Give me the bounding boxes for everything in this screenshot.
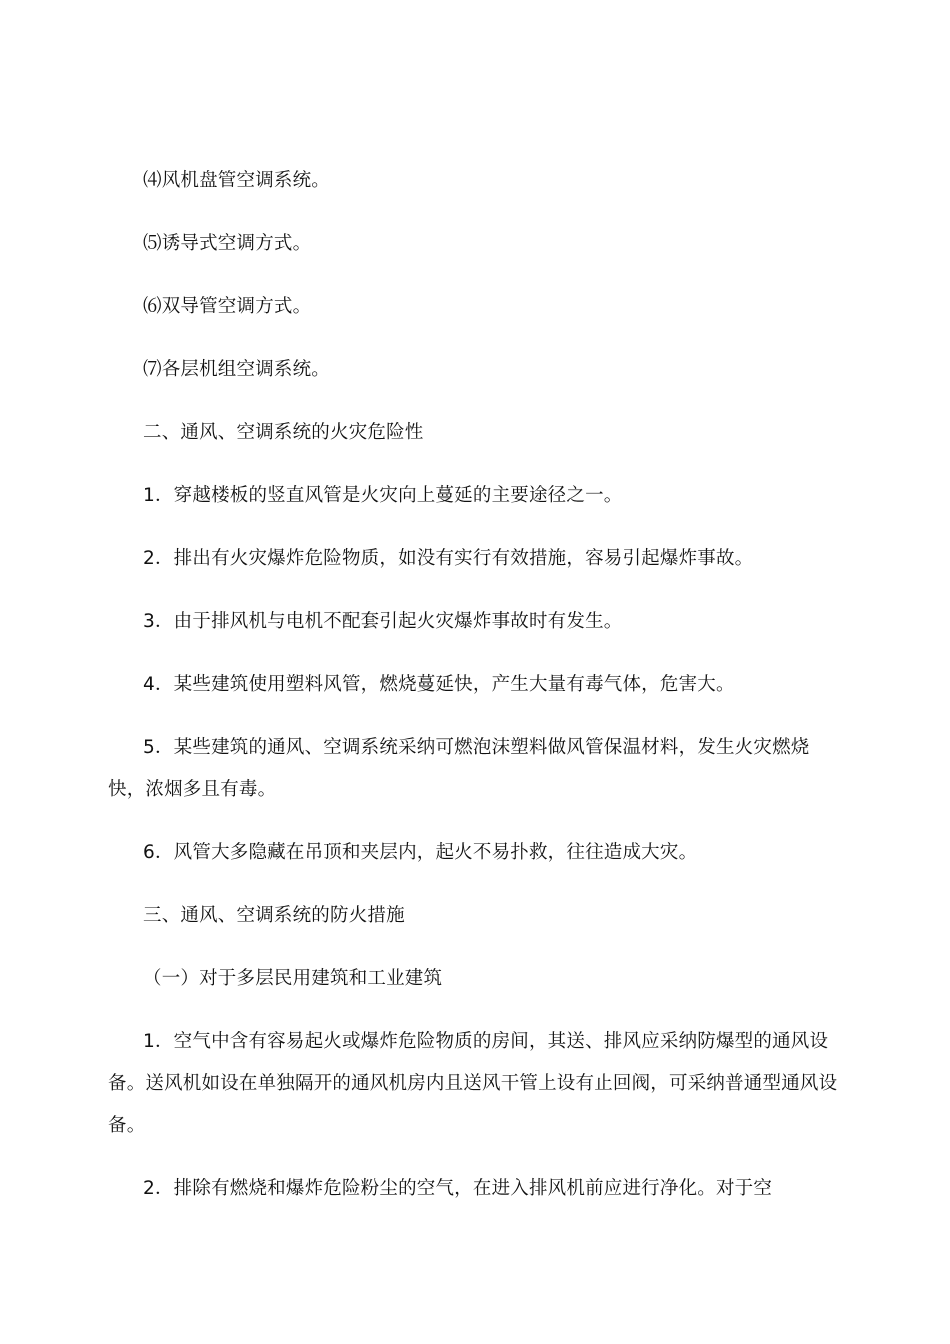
hazard-item-6: 6．风管大多隐藏在吊顶和夹层内，起火不易扑救，往往造成大灾。 [143,842,698,863]
prevention-item-2: 2．排除有燃烧和爆炸危险粉尘的空气，在进入排风机前应进行净化。对于空 [143,1178,773,1199]
section-heading-fire-prevention: 三、通风、空调系统的防火措施 [143,905,405,926]
list-item-floor-units: ⑺各层机组空调系统。 [143,359,331,380]
document-body [108,160,840,1210]
hazard-item-5: 5．某些建筑的通风、空调系统采纳可燃泡沫塑料做风管保温材料，发生火灾燃烧快，浓烟多且有毒。 [108,737,810,800]
hazard-item-4: 4．某些建筑使用塑料风管，燃烧蔓延快，产生大量有毒气体，危害大。 [143,674,735,695]
list-item-fan-coil: ⑷风机盘管空调系统。 [143,170,331,191]
section-heading-fire-hazard: 二、通风、空调系统的火灾危险性 [143,422,424,443]
list-item-dual-duct: ⑹双导管空调方式。 [143,296,312,317]
hazard-item-2: 2．排出有火灾爆炸危险物质，如没有实行有效措施，容易引起爆炸事故。 [143,548,754,569]
prevention-item-1: 1．空气中含有容易起火或爆炸危险物质的房间，其送、排风应采纳防爆型的通风设备。送风机如设在单独隔开的通风机房内且送风干管上设有止回阀，可采纳普通型通风设备。 [108,1031,838,1136]
hazard-item-1: 1．穿越楼板的竖直风管是火灾向上蔓延的主要途径之一。 [143,485,623,506]
hazard-item-3: 3．由于排风机与电机不配套引起火灾爆炸事故时有发生。 [143,611,623,632]
list-item-induction: ⑸诱导式空调方式。 [143,233,312,254]
subsection-heading-multistory: （一）对于多层民用建筑和工业建筑 [143,968,443,989]
